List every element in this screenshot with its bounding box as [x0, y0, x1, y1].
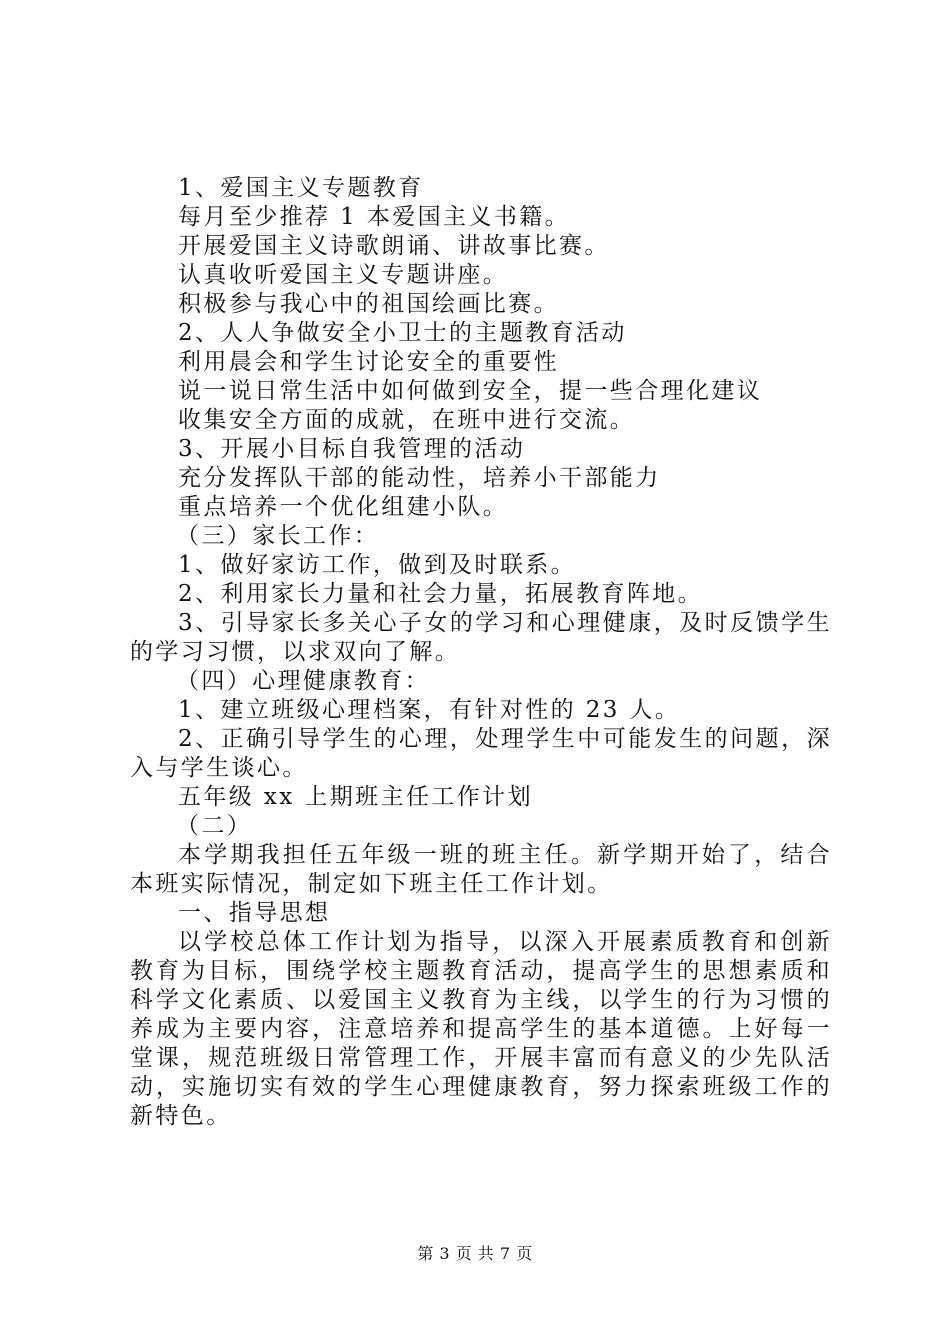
paragraph: 2、正确引导学生的心理，处理学生中可能发生的问题，深入与学生谈心。: [130, 726, 832, 781]
text-line: 每月至少推荐 1 本爱国主义书籍。: [178, 204, 571, 230]
text-line: 2、利用家长力量和社会力量，拓展教育阵地。: [178, 581, 704, 607]
paragraph: 本学期我担任五年级一班的班主任。新学期开始了，结合本班实际情况，制定如下班主任工作计划。: [130, 842, 832, 897]
document-body: [130, 174, 832, 1131]
text-line: 说一说日常生活中如何做到安全，提一些合理化建议: [178, 378, 763, 404]
section-heading-parents: （三）家长工作：: [176, 523, 380, 549]
paragraph: 3、引导家长多关心子女的学习和心理健康，及时反馈学生的学习习惯，以求双向了解。: [130, 610, 832, 665]
page-number-footer: 第 3 页 共 7 页: [417, 1244, 533, 1263]
section-heading-mental-health: （四）心理健康教育：: [176, 668, 430, 694]
section-heading-safety: 2、人人争做安全小卫士的主题教育活动: [178, 320, 627, 346]
text-line: 重点培养一个优化组建小队。: [178, 494, 509, 520]
text-line: 充分发挥队干部的能动性，培养小干部能力: [178, 465, 661, 491]
text-line: 利用晨会和学生讨论安全的重要性: [178, 349, 559, 375]
document-title: 五年级 xx 上期班主任工作计划: [178, 784, 533, 810]
section-heading-self-management: 3、开展小目标自我管理的活动: [178, 436, 526, 462]
paragraph: 以学校总体工作计划为指导，以深入开展素质教育和创新教育为目标，围绕学校主题教育活动，提高学生的思想素质和科学文化素质、以爱国主义教育为主线，以学生的行为习惯的养成为主要内容，注意培养和提高学生的基本道德。上好每一堂课，规范班级日常管理工作，开展丰富而有意义的少先队活动，实施切实有效的学生心理健康教育，努力探索班级工作的新特色。: [130, 929, 832, 1129]
text-line: 收集安全方面的成就，在班中进行交流。: [178, 407, 636, 433]
text-line: 积极参与我心中的祖国绘画比赛。: [178, 291, 559, 317]
text-line: 开展爱国主义诗歌朗诵、讲故事比赛。: [178, 233, 610, 259]
text-line: 认真收听爱国主义专题讲座。: [178, 262, 509, 288]
section-heading-guiding-ideology: 一、指导思想: [178, 900, 331, 926]
document-subtitle: （二）: [176, 813, 253, 839]
section-heading-patriotism: 1、爱国主义专题教育: [178, 175, 424, 201]
text-line: 1、建立班级心理档案，有针对性的 23 人。: [178, 697, 681, 723]
text-line: 1、做好家访工作，做到及时联系。: [178, 552, 577, 578]
